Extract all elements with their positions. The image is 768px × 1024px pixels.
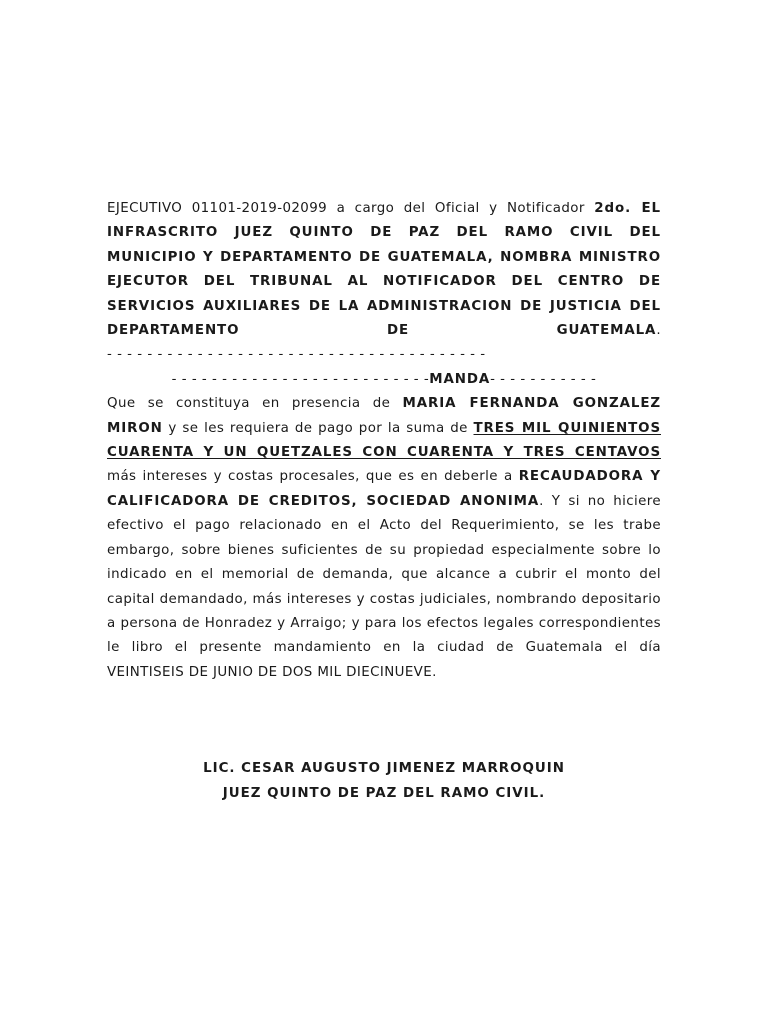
dash-filler-1: - - - - - - - - - - - - - - - - - - - - - - - - - - - - - - - - - - - - - - [107, 347, 486, 363]
paragraph-mandate [107, 392, 661, 685]
signature-block [107, 756, 661, 806]
order-period: . [656, 323, 661, 339]
mandate-rest: . Y si no hiciere efectivo el pago relacionado en el Acto del Requerimiento, se les trabe embargo, sobre bienes suficientes de su propiedad especialmente sobre lo indicado en el memorial de demanda, que alcance a cubrir el monto del capital demandado, más intereses y costas judiciales, nombrando depositario a persona de Honradez y Arraigo; y para los efectos legales correspondientes le libro el presente mandamiento en la ciudad de Guatemala el día VEINTISEIS DE JUNIO DE DOS MIL DIECINUEVE. [107, 493, 661, 680]
creditor-name: RECAUDADORA Y CALIFICADORA DE CREDITOS, SOCIEDAD ANONIMA [107, 469, 661, 509]
paragraph-order [107, 197, 661, 368]
mandate-intro: Que se constituya en presencia de [107, 396, 403, 412]
debtor-name: MARIA FERNANDA GONZALEZ MIRON [107, 396, 661, 436]
dash-filler-right: - - - - - - - - - - - [490, 371, 597, 387]
amount-in-words: TRES MIL QUINIENTOS CUARENTA Y UN QUETZALES CON CUARENTA Y TRES CENTAVOS [107, 420, 661, 461]
manda-word: MANDA [429, 371, 491, 387]
interest-clause: más intereses y costas procesales, que es en deberle a [107, 469, 519, 485]
case-number: EJECUTIVO 01101-2019-02099 [107, 201, 328, 216]
payment-request: y se les requiera de pago por la suma de [162, 420, 474, 436]
dash-filler-left: - - - - - - - - - - - - - - - - - - - - - - - - - - [171, 371, 430, 387]
judge-name: LIC. CESAR AUGUSTO JIMENEZ MARROQUIN [203, 761, 565, 776]
judicial-order: 2do. EL INFRASCRITO JUEZ QUINTO DE PAZ DEL RAMO CIVIL DEL MUNICIPIO Y DEPARTAMENTO DE GUATEMALA, NOMBRA MINISTRO EJECUTOR DEL TRIBUNAL AL NOTIFICADOR DEL CENTRO DE SERVICIOS AUXILIARES DE LA ADMINISTRACION DE JUSTICIA DEL DEPARTAMENTO DE GUATEMALA [107, 201, 661, 339]
document-body [107, 197, 661, 685]
assignment-text: a cargo del Oficial y Notificador [327, 201, 595, 216]
manda-line [107, 368, 661, 392]
judge-title: JUEZ QUINTO DE PAZ DEL RAMO CIVIL. [222, 786, 546, 801]
